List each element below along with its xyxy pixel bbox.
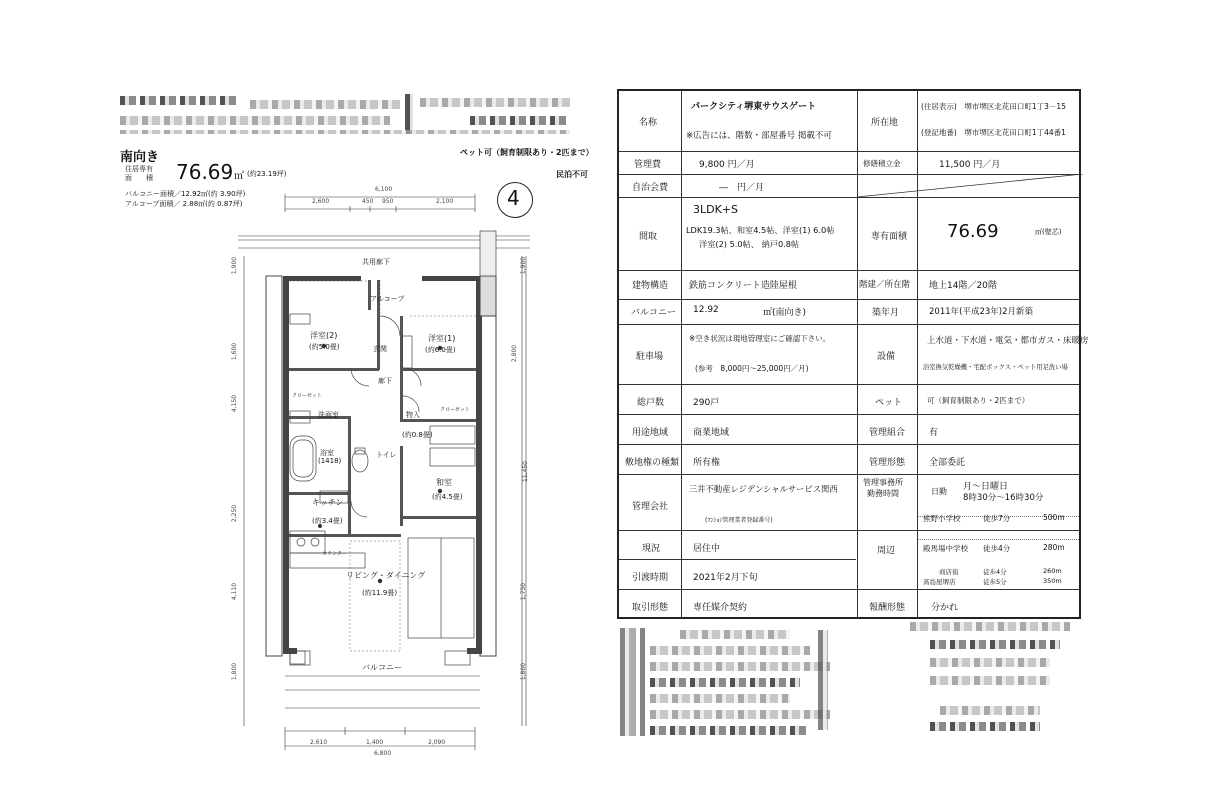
value-floor-area-unit: ㎡(壁芯) (1035, 228, 1062, 236)
value-layout: 3LDK+S (693, 203, 739, 216)
label-balcony: バルコニー (631, 308, 677, 318)
label-floors: 階建／所在階 (859, 280, 911, 290)
value-status: 居住中 (693, 544, 721, 554)
value-floor-area: 76.69 (947, 221, 999, 242)
plan-western2: 洋室(2) (310, 331, 338, 340)
label-floor-area: 専有面積 (871, 232, 908, 242)
dim-left-e: 4,110 (231, 582, 239, 601)
shop-1: 商店街 (939, 568, 959, 576)
plan-bath-size: (1418) (318, 457, 342, 465)
label-community-fee: 自治会費 (632, 183, 669, 193)
plan-storage-size: (約0.8畳) (402, 431, 433, 439)
value-units: 290戸 (693, 398, 720, 408)
dim-left-c: 4,150 (231, 394, 239, 413)
label-association: 管理組合 (869, 428, 906, 438)
plan-living: リビング・ダイニング (346, 571, 426, 580)
value-floors: 地上14階／20階 (929, 281, 997, 291)
plan-kitchen-size: (約3.4畳) (312, 517, 343, 525)
shop-2-walk: 徒歩5分 (983, 578, 1007, 586)
dim-right-a: 1,900 (520, 256, 528, 275)
value-management-fee: 9,800 円／月 (699, 160, 755, 170)
value-office-hours: 8時30分～16時30分 (963, 493, 1044, 503)
plan-western1-size: (約6.0畳) (425, 346, 456, 354)
value-mgmt-company-note: (ﾏﾝｼｮﾝ管理業者登録番号) (705, 517, 773, 524)
dim-right-b: 2,800 (511, 344, 519, 363)
area-unit: ㎡ (234, 171, 244, 182)
plan-japanese: 和室 (436, 478, 452, 487)
label-land-right: 敷地権の種類 (625, 458, 680, 468)
plan-toilet: トイレ (376, 451, 397, 459)
label-structure: 建物構造 (632, 281, 669, 291)
label-transaction: 取引形態 (632, 603, 669, 613)
area-value: 76.69 (176, 160, 234, 184)
dim-right-e: 1,800 (520, 662, 528, 681)
plan-counter: カウンター (322, 551, 347, 557)
value-handover: 2021年2月下旬 (693, 573, 758, 583)
label-repair-fund: 修繕積立金 (863, 159, 901, 168)
plan-western2-size: (約5.0畳) (309, 343, 340, 351)
value-built: 2011年(平成23年)2月新築 (929, 307, 1033, 317)
value-balcony-unit: ㎡(南向き) (763, 308, 807, 318)
school-2-walk: 徒歩4分 (983, 544, 1011, 553)
dim-bottom-total: 6,800 (374, 750, 392, 757)
value-name: パークシティ堺東サウスゲート (691, 102, 817, 112)
area-label: 住居専有 面 積 (125, 165, 153, 182)
value-equipment-2: 浴室換気乾燥機・宅配ボックス・ペット用足洗い場 (923, 364, 1068, 371)
label-management-fee: 管理費 (634, 160, 662, 170)
dim-top-c: 950 (382, 198, 394, 205)
label-name: 名称 (639, 118, 658, 128)
north-compass-mark: 4 (507, 186, 520, 210)
value-repair-fund: 11,500 円／月 (939, 160, 1001, 170)
school-1-walk: 徒歩7分 (983, 514, 1011, 523)
property-info-table (617, 89, 1089, 619)
dim-left-f: 1,800 (231, 662, 239, 681)
shop-2-dist: 350m (1043, 577, 1062, 585)
area-tsubo: (約23.19坪) (247, 170, 287, 178)
value-location-2: (登記地番) 堺市堺区北花田口町1丁44番1 (921, 128, 1066, 137)
school-2-dist: 280m (1043, 543, 1065, 552)
value-office-shift: 日勤 (931, 487, 947, 496)
empty-cell-slash (857, 174, 1083, 197)
dim-right-c: 11,450 (522, 461, 529, 482)
plan-balcony: バルコニー (362, 663, 402, 672)
floor-plan (230, 186, 550, 761)
plan-kitchen: キッチン (312, 498, 344, 507)
label-zoning: 用途地域 (632, 428, 669, 438)
value-layout-note2: 洋室(2) 5.0帖、 納戸0.8帖 (699, 239, 800, 249)
value-community-fee: ― 円／月 (719, 183, 765, 193)
dim-top-b: 450 (362, 198, 374, 205)
value-transaction: 専任媒介契約 (693, 603, 748, 613)
value-commission: 分かれ (931, 603, 959, 613)
label-mgmt-company: 管理会社 (632, 502, 669, 512)
value-mgmt-type: 全部委託 (929, 458, 966, 468)
alcove-area: アルコーブ面積／ 2.88㎡(約 0.87坪) (125, 200, 243, 208)
plan-closet-2: クローゼット (440, 407, 470, 413)
plan-hallway: 廊下 (378, 377, 392, 385)
shop-1-walk: 徒歩4分 (983, 568, 1007, 576)
label-units: 総戸数 (637, 398, 665, 408)
dim-left-d: 2,250 (231, 504, 239, 523)
value-parking-note: (参考 8,000円～25,000円／月) (695, 364, 809, 373)
balcony-area: バルコニー面積／12.92㎡(約 3.90坪) (125, 190, 246, 198)
plan-alcove: アルコーブ (370, 295, 405, 303)
label-handover: 引渡時期 (632, 573, 669, 583)
pet-note: ペット可（飼育制限あり・2匹まで） (460, 148, 594, 157)
school-1: 熊野小学校 (923, 514, 961, 523)
label-location: 所在地 (871, 118, 899, 128)
plan-japanese-size: (約4.5畳) (432, 493, 463, 501)
dim-top-a: 2,600 (312, 198, 330, 205)
value-balcony: 12.92 (693, 305, 719, 315)
plan-storage: 物入 (406, 411, 420, 419)
value-structure: 鉄筋コンクリート造陸屋根 (689, 281, 797, 291)
label-status: 現況 (642, 544, 661, 554)
label-surroundings: 周辺 (877, 546, 896, 556)
label-layout: 間取 (639, 232, 658, 242)
value-parking: ※空き状況は現地管理室にご確認下さい。 (689, 334, 831, 343)
plan-entrance: 玄関 (373, 345, 387, 353)
dim-bottom-a: 2,610 (310, 739, 328, 746)
plan-western1: 洋室(1) (428, 334, 456, 343)
label-parking: 駐車場 (636, 352, 664, 362)
label-mgmt-type: 管理形態 (869, 458, 906, 468)
value-mgmt-company: 三井不動産レジデンシャルサービス関西 (689, 484, 838, 494)
plan-washroom: 洗面室 (318, 411, 339, 419)
value-land-right: 所有権 (693, 458, 721, 468)
dim-bottom-b: 1,400 (366, 739, 384, 746)
value-office-days: 月～日曜日 (963, 482, 1009, 492)
value-equipment: 上水道・下水道・電気・都市ガス・床暖房 (927, 336, 1089, 346)
orientation-label: 南向き (120, 150, 160, 165)
minpaku-note: 民泊不可 (556, 170, 588, 179)
label-equipment: 設備 (877, 352, 896, 362)
shop-1-dist: 260m (1043, 567, 1062, 575)
dim-bottom-c: 2,090 (428, 739, 446, 746)
label-pet: ペット (875, 398, 903, 408)
value-pet: 可（飼育制限あり・2匹まで） (927, 396, 1030, 405)
plan-living-size: (約11.9畳) (362, 589, 398, 597)
dim-top-total: 6,100 (375, 186, 393, 193)
dim-right-d: 1,750 (520, 582, 528, 601)
value-layout-note: LDK19.3帖、和室4.5帖、洋室(1) 6.0帖 (686, 225, 835, 235)
plan-corridor: 共用廊下 (362, 258, 390, 266)
plan-closet: クローゼット (292, 393, 322, 399)
school-2: 殿馬場中学校 (923, 544, 968, 553)
shop-2: 髙島屋堺店 (923, 578, 956, 586)
school-1-dist: 500m (1043, 513, 1065, 522)
label-commission: 報酬形態 (869, 603, 906, 613)
label-built: 築年月 (872, 308, 900, 318)
dim-left-a: 1,900 (231, 256, 239, 275)
label-office-hours: 管理事務所 勤務時間 (863, 478, 903, 498)
plan-bath: 浴室 (320, 449, 334, 457)
dim-left-b: 1,600 (231, 342, 239, 361)
dim-top-d: 2,100 (436, 198, 454, 205)
value-association: 有 (929, 428, 939, 438)
value-zoning: 商業地域 (693, 428, 730, 438)
value-name-note: ※広告には、階数・部屋番号 掲載不可 (686, 131, 832, 141)
value-location-1: (住居表示) 堺市堺区北花田口町1丁3－15 (921, 102, 1066, 111)
